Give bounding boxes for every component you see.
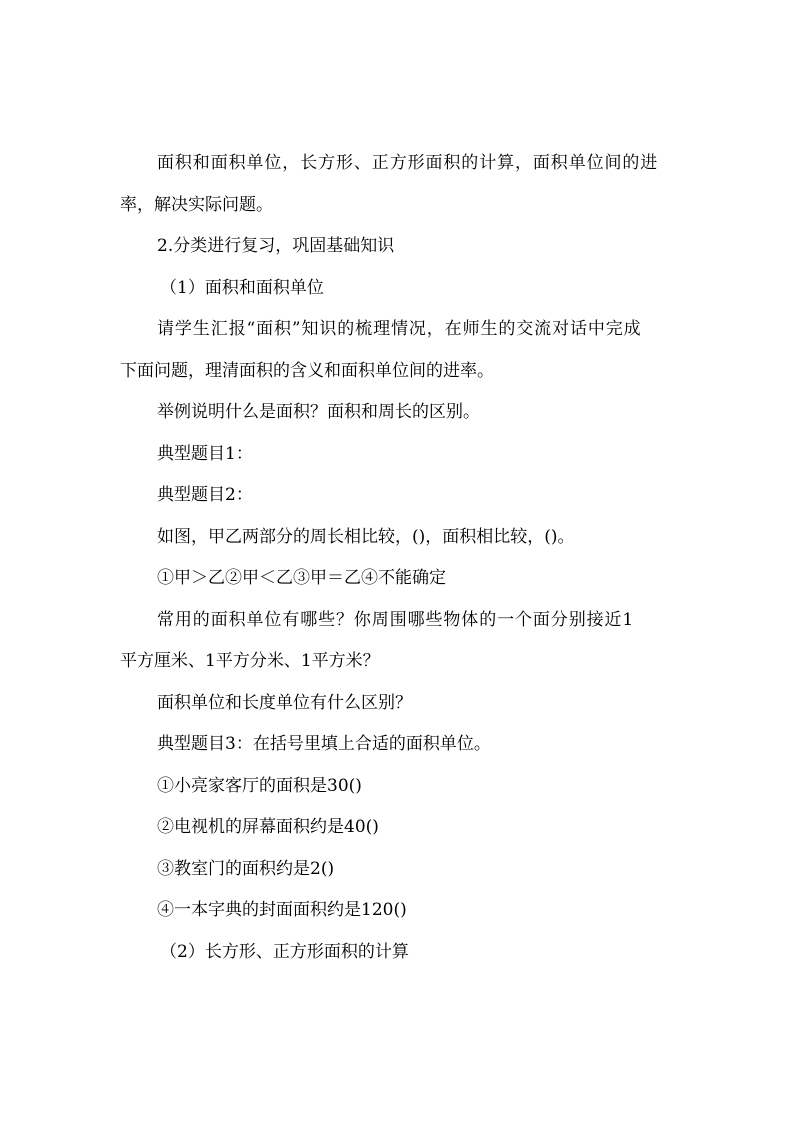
subsection-heading: （2）长方形、正方形面积的计算 [160, 941, 409, 962]
paragraph-line: 下面问题，理清面积的含义和面积单位间的进率。 [120, 360, 494, 381]
exercise-label: 典型题目3：在括号里填上合适的面积单位。 [157, 734, 491, 754]
exercise-item: ④一本字典的封面面积约是120() [157, 900, 407, 920]
paragraph-line: 面积单位和长度单位有什么区别？ [157, 692, 412, 713]
paragraph-line: 如图，甲乙两部分的周长相比较，()，面积相比较，()。 [157, 526, 575, 547]
paragraph-line: 举例说明什么是面积？面积和周长的区别。 [157, 402, 480, 422]
paragraph-line: 常用的面积单位有哪些？你周围哪些物体的一个面分别接近1 [157, 609, 635, 630]
exercise-label: 典型题目1： [157, 443, 253, 464]
exercise-item: ②电视机的屏幕面积约是40() [157, 817, 379, 837]
exercise-item: ③教室门的面积约是2() [157, 858, 335, 879]
exercise-item: ①小亮家客厅的面积是30() [157, 775, 362, 796]
answer-options: ①甲＞乙②甲＜乙③甲＝乙④不能确定 [157, 568, 446, 588]
paragraph-line: 请学生汇报“面积”知识的梳理情况，在师生的交流对话中完成 [157, 319, 642, 339]
paragraph-line: 平方厘米、1平方分米、1平方米？ [120, 651, 380, 671]
paragraph-line: 率，解决实际问题。 [120, 194, 273, 215]
paragraph-line: 面积和面积单位，长方形、正方形面积的计算，面积单位间的进 [157, 153, 659, 173]
exercise-label: 典型题目2： [157, 485, 253, 505]
section-heading: 2.分类进行复习，巩固基础知识 [157, 236, 395, 256]
document-body [120, 143, 680, 973]
subsection-heading: （1）面积和面积单位 [160, 277, 324, 298]
